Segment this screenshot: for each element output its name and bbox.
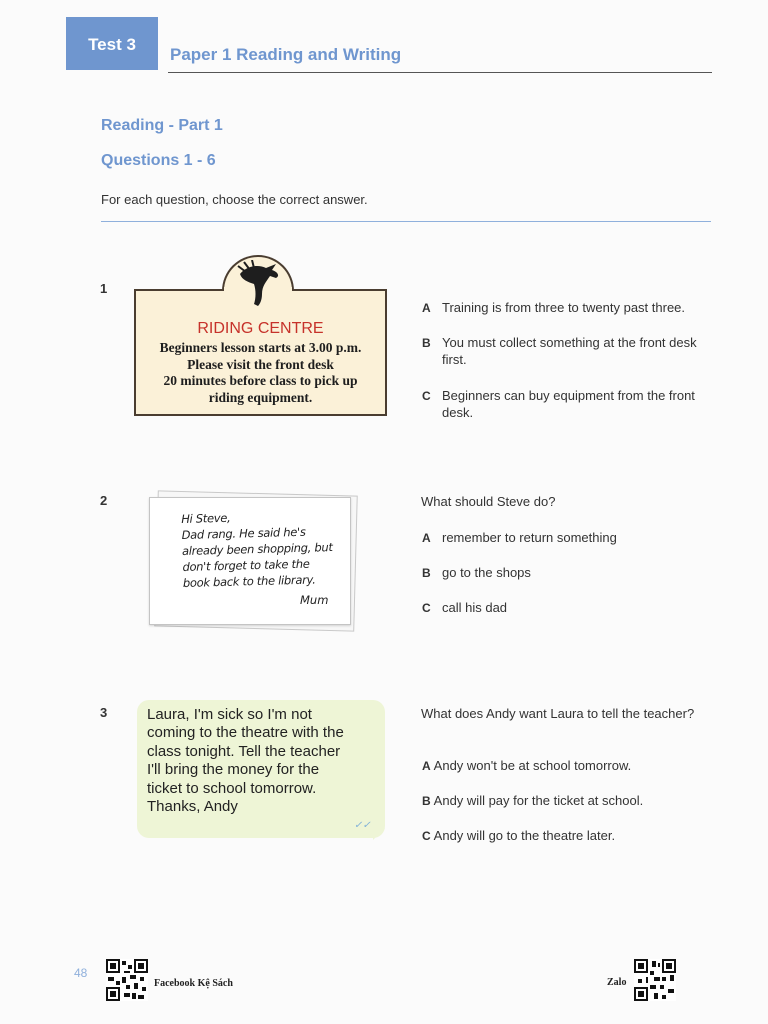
q2-option-c[interactable] xyxy=(422,599,712,617)
facebook-label: Facebook Kệ Sách xyxy=(154,978,233,989)
q1-option-b[interactable] xyxy=(422,334,712,368)
message-line: coming to the theatre with the xyxy=(147,724,344,742)
page-number: 48 xyxy=(74,966,88,980)
q3-option-b[interactable] xyxy=(422,792,643,810)
sign-line: Please visit the front desk xyxy=(187,356,334,372)
question-number-3: 3 xyxy=(100,705,108,720)
note-line: don't forget to take the xyxy=(182,556,310,574)
option-letter: A xyxy=(422,531,431,545)
message-line: I'll bring the money for the xyxy=(147,761,320,779)
option-letter: C xyxy=(422,601,431,615)
section-divider xyxy=(101,221,711,222)
option-letter: A xyxy=(422,759,431,773)
sign-line: Beginners lesson starts at 3.00 p.m. xyxy=(159,340,362,355)
q2-option-b[interactable] xyxy=(422,564,712,582)
option-text: Andy will go to the theatre later. xyxy=(433,828,616,843)
option-letter: B xyxy=(422,794,431,808)
option-text: Beginners can buy equipment from the front desk. xyxy=(442,388,695,420)
message-line: ticket to school tomorrow. xyxy=(147,779,317,797)
q3-option-a[interactable] xyxy=(422,757,631,775)
q1-option-c[interactable] xyxy=(422,387,712,421)
option-text: Andy won't be at school tomorrow. xyxy=(433,758,632,773)
q2-question: What should Steve do? xyxy=(421,494,556,509)
option-letter: B xyxy=(422,336,431,350)
option-text: go to the shops xyxy=(442,565,531,580)
sign-line: riding equipment. xyxy=(208,389,313,405)
questions-title: Questions 1 - 6 xyxy=(101,152,216,169)
message-tail xyxy=(373,828,385,840)
horse-head-icon xyxy=(232,260,284,310)
option-text: Andy will pay for the ticket at school. xyxy=(433,793,644,808)
option-text: Training is from three to twenty past three. xyxy=(442,300,686,315)
note-line: book back to the library. xyxy=(182,572,316,590)
qr-code-icon xyxy=(106,959,148,1001)
message-line: class tonight. Tell the teacher xyxy=(147,742,341,760)
q3-option-c[interactable] xyxy=(422,827,615,845)
message-line: Laura, I'm sick so I'm not xyxy=(147,706,312,723)
question-number-1: 1 xyxy=(100,281,108,296)
paper-title: Paper 1 Reading and Writing xyxy=(170,45,402,64)
instruction-text: For each question, choose the correct answer. xyxy=(101,192,368,207)
test-tab: Test 3 xyxy=(66,17,158,70)
option-letter: C xyxy=(422,389,431,403)
part-title: Reading - Part 1 xyxy=(101,117,223,134)
q1-option-a[interactable] xyxy=(422,299,712,317)
note-signature: Mum xyxy=(300,593,329,607)
option-text: call his dad xyxy=(442,600,508,615)
zalo-label: Zalo xyxy=(607,977,627,988)
header-divider xyxy=(168,72,712,73)
note-line: Dad rang. He said he's xyxy=(181,524,306,542)
message-text xyxy=(147,706,379,816)
sign-body xyxy=(134,340,387,406)
option-letter: A xyxy=(422,301,431,315)
question-number-2: 2 xyxy=(100,493,108,508)
option-letter: B xyxy=(422,566,431,580)
option-letter: C xyxy=(422,829,431,843)
sign-line: 20 minutes before class to pick up xyxy=(163,373,358,388)
sign-title: RIDING CENTRE xyxy=(197,320,324,337)
qr-code-icon xyxy=(634,959,676,1001)
note-line: already been shopping, but xyxy=(181,540,333,558)
note-line: Hi Steve, xyxy=(181,510,231,526)
option-text: remember to return something xyxy=(442,530,617,545)
message-line: Thanks, Andy xyxy=(147,798,238,816)
option-text: You must collect something at the front desk first. xyxy=(442,335,697,367)
q3-question: What does Andy want Laura to tell the teacher? xyxy=(421,706,695,721)
q2-option-a[interactable] xyxy=(422,529,712,547)
read-ticks-icon: ✓✓ xyxy=(354,820,371,831)
note-text xyxy=(181,507,343,591)
